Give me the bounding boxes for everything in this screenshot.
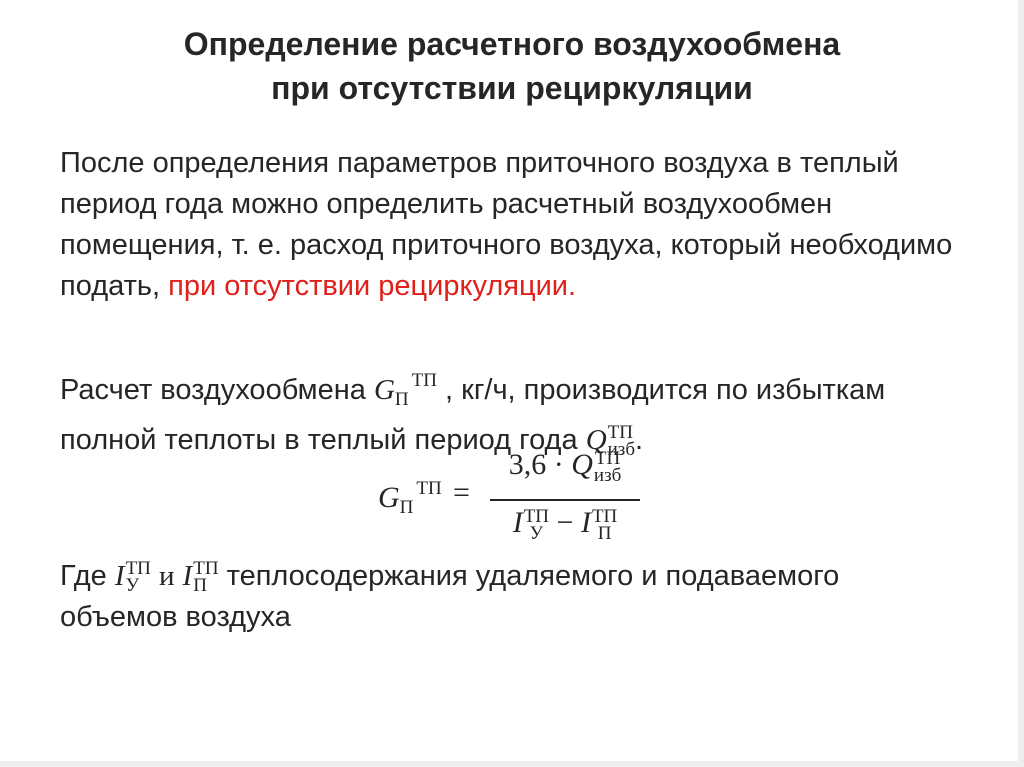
i2-symbol: I [182, 560, 193, 592]
paragraph-intro [60, 143, 960, 307]
i1-indices [125, 558, 151, 597]
numerator-coeff: 3,6 · [508, 448, 564, 481]
intro-text: После определения параметров приточного воздуха в теплый период года можно определить расчетный воздухообмен помещения, т. е. расход приточного воздуха, который необходимо подать, [60, 147, 953, 302]
title-line-2: при отсутствии рециркуляции [271, 70, 753, 106]
fraction-bar [490, 499, 640, 501]
calc-text-2: , кг/ч, производится по избыткам полной теплоты в теплый период года [60, 374, 886, 456]
i1-subscript: У [125, 575, 140, 597]
denominator-i1-indices [523, 506, 550, 545]
formula-lhs-subscript: П [399, 497, 414, 518]
denominator-i1-superscript: ТП [523, 506, 550, 528]
denominator-i2-subscript: П [597, 523, 612, 545]
numerator-indices [593, 448, 622, 487]
numerator-superscript: ТП [594, 448, 621, 470]
definitions-text-2: теплосодержания удаляемого и подаваемого объемов воздуха [60, 560, 840, 633]
intro-highlight: при отсутствии рециркуляции. [168, 270, 577, 302]
formula-numerator [490, 448, 640, 487]
denominator-i1-subscript: У [529, 523, 544, 545]
denominator-i1: I [512, 506, 523, 539]
q-subscript: изб [607, 439, 635, 461]
slide-frame-right [1018, 0, 1024, 767]
denominator-minus: − [556, 506, 574, 539]
i2-indices [193, 558, 219, 597]
q-superscript: ТП [607, 422, 633, 444]
numerator-symbol: Q [571, 448, 593, 481]
i2-subscript: П [193, 575, 207, 597]
formula-lhs [378, 478, 442, 519]
definitions-text-1: Где [60, 560, 107, 592]
formula-equals: = [453, 476, 470, 509]
i1-symbol: I [114, 560, 125, 592]
title-line-1: Определение расчетного воздухообмена [183, 26, 841, 62]
g-symbol: G [373, 374, 395, 406]
calc-text-1: Расчет воздухообмена [60, 374, 366, 406]
paragraph-definitions [60, 556, 960, 638]
denominator-i2-indices [591, 506, 618, 545]
g-superscript: ТП [411, 370, 437, 391]
denominator-i2: I [580, 506, 591, 539]
numerator-subscript: изб [593, 465, 622, 487]
calc-end: . [634, 424, 644, 456]
g-subscript: П [394, 389, 409, 410]
formula [378, 446, 678, 556]
i1-superscript: ТП [125, 558, 151, 580]
definitions-and: и [158, 560, 175, 592]
q-symbol: Q [585, 424, 607, 456]
i2-superscript: ТП [193, 558, 219, 580]
denominator-i2-superscript: ТП [591, 506, 618, 528]
slide-frame-bottom [0, 761, 1024, 767]
formula-lhs-superscript: ТП [416, 478, 442, 499]
formula-lhs-symbol: G [378, 481, 400, 514]
slide-title [60, 22, 964, 110]
formula-denominator [490, 506, 640, 545]
